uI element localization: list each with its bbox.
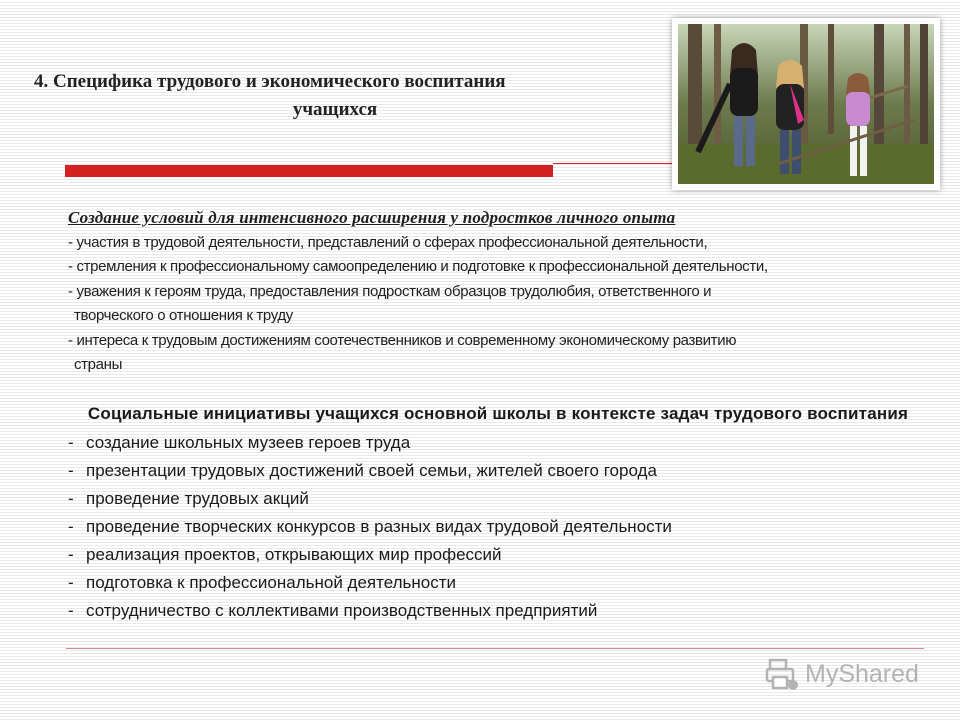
list-item: - подготовка к профессиональной деятельности <box>68 573 456 592</box>
myshared-logo[interactable] <box>765 656 919 692</box>
section-initiatives-heading: Социальные инициативы учащихся основной школы в контексте задач трудового воспитания <box>87 404 909 423</box>
list-item: - создание школьных музеев героев труда <box>68 433 411 452</box>
section-conditions-heading: Создание условий для интенсивного расширения у подростков личного опыта <box>68 208 676 227</box>
section-initiatives <box>68 404 928 625</box>
accent-bar <box>65 165 553 177</box>
list-item-text: проведение творческих конкурсов в разных видах трудовой деятельности <box>86 517 672 536</box>
list-item-text: презентации трудовых достижений своей семьи, жителей своего города <box>86 461 657 480</box>
list-item: - сотрудничество с коллективами производственных предприятий <box>68 601 598 620</box>
list-item: - участия в трудовой деятельности, представлений о сферах профессиональной деятельности, <box>68 233 708 251</box>
list-item-text: проведение трудовых акций <box>86 489 309 508</box>
logo-text: MyShared <box>805 659 919 688</box>
list-item: - интереса к трудовым достижениям соотечественников и современному экономическому развитию <box>68 331 737 349</box>
list-item: - презентации трудовых достижений своей семьи, жителей своего города <box>68 461 657 480</box>
section-conditions <box>68 206 928 378</box>
list-item-text: создание школьных музеев героев труда <box>86 433 411 452</box>
list-item-continuation: творческого о отношения к труду <box>74 307 293 324</box>
list-item-text: реализация проектов, открывающих мир профессий <box>86 545 502 564</box>
initiatives-list <box>68 429 928 625</box>
list-item: - стремления к профессиональному самоопределению и подготовке к профессиональной деятельности, <box>68 258 768 275</box>
girls-in-forest-image <box>678 24 934 184</box>
forest-photo <box>672 18 940 190</box>
list-item: - проведение творческих конкурсов в разных видах трудовой деятельности <box>68 517 672 536</box>
title-line-1: 4. Специфика трудового и экономического воспитания <box>34 71 506 92</box>
list-item-text: сотрудничество с коллективами производственных предприятий <box>86 601 598 620</box>
list-item: - проведение трудовых акций <box>68 489 309 508</box>
printer-share-icon <box>765 657 799 691</box>
slide-title <box>20 68 640 124</box>
list-item: - уважения к героям труда, предоставления подросткам образцов трудолюбия, ответственного и <box>68 282 712 300</box>
list-item: - реализация проектов, открывающих мир профессий <box>68 545 502 564</box>
footer-divider <box>66 648 924 649</box>
title-line-2: учащихся <box>292 99 378 120</box>
list-item-continuation: страны <box>74 356 123 373</box>
list-item-text: подготовка к профессиональной деятельности <box>86 573 456 592</box>
